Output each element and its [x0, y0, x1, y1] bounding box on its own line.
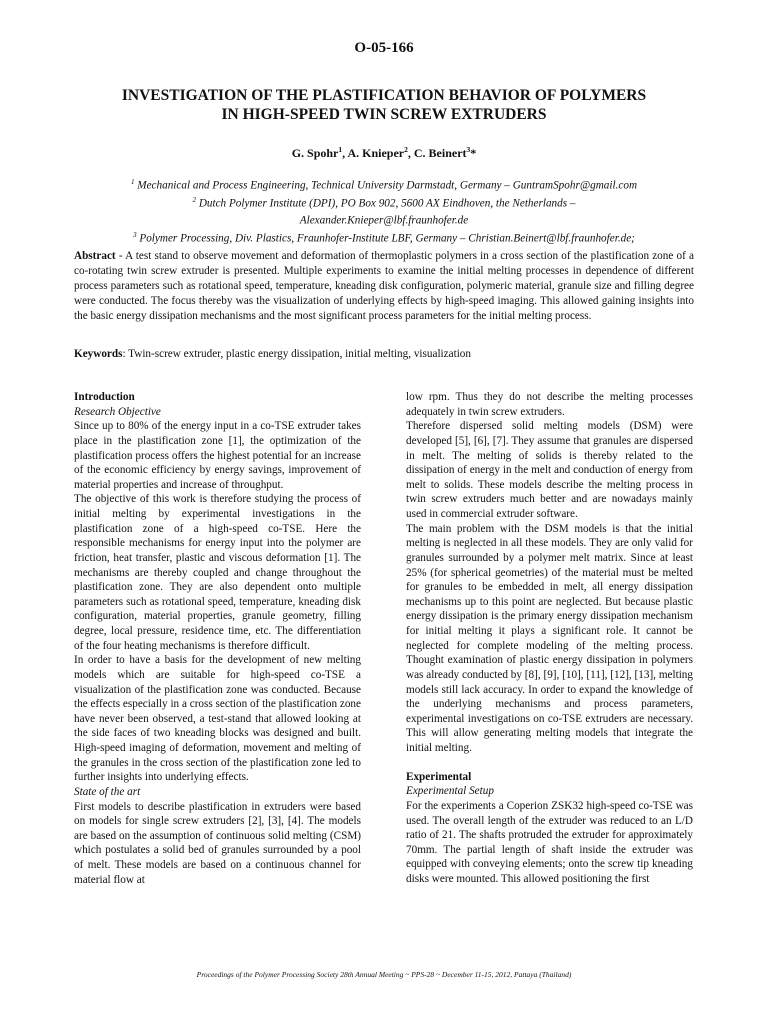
subheading-research-objective: Research Objective	[74, 405, 161, 418]
corresponding-author-mark: *	[470, 146, 477, 160]
right-column	[406, 390, 693, 887]
abstract-label: Abstract	[74, 250, 116, 262]
section-heading-introduction: Introduction	[74, 391, 135, 403]
author-affil-sup: 3	[466, 145, 471, 154]
affiliation-text: Dutch Polymer Institute (DPI), PO Box 902, 5600 AX Eindhoven, the Netherlands –	[196, 197, 576, 210]
author-affil-sup: 1	[338, 145, 343, 154]
title-line-1: INVESTIGATION OF THE PLASTIFICATION BEHAVIOR OF POLYMERS	[121, 87, 647, 104]
author-affil-sup: 2	[404, 145, 408, 154]
paragraph: The objective of this work is therefore studying the process of initial melting by experimental investigations in the plastification zone of a high-speed co-TSE. Here the responsible mechanisms for energy input into the polymer are friction, heat transfer, plastic and viscous deformation [1]. The mechanisms are thereby coupled and change throughout the plastification zone. They are also dependent onto multiple parameters such as rotational speed, temperature, kneading disk configuration, material properties, granule geometry, filling degree, local pressure, residence time, etc. The differentiation of the four heating mechanisms is therefore difficult.	[74, 493, 361, 652]
affiliation-line	[60, 210, 708, 228]
paragraph: For the experiments a Coperion ZSK32 high-speed co-TSE was used. The overall length of the extruder was reduced to an L/D ratio of 21. The shafts protruded the extruder for approximately 70mm. The partial length of shaft inside the extruder was equipped with conveying elements; onto the screw tip kneading disks were mounted. This allowed positioning the first	[406, 799, 693, 885]
affiliation-sup: 1	[130, 178, 135, 186]
author-name: G. Spohr	[291, 146, 339, 160]
abstract	[74, 249, 694, 324]
affiliation-text: Alexander.Knieper@lbf.fraunhofer.de	[299, 215, 469, 228]
affiliation-sup: 3	[133, 231, 137, 240]
author-name: C. Beinert	[413, 146, 467, 160]
affiliation-line	[60, 193, 708, 211]
author-separator: ,	[342, 146, 348, 160]
affiliation-text: Polymer Processing, Div. Plastics, Fraunhofer-Institute LBF, Germany – Christian.Beinert@lbf.fraunhofer.de;	[136, 232, 635, 245]
affiliations	[60, 175, 708, 246]
left-column	[74, 390, 361, 887]
author-name: A. Knieper	[347, 146, 405, 160]
section-gap	[406, 756, 693, 770]
paper-id: O-05-166	[354, 40, 414, 56]
subheading-experimental-setup: Experimental Setup	[406, 785, 494, 798]
paper-title	[60, 86, 708, 124]
author-list	[0, 145, 768, 161]
paragraph: Therefore dispersed solid melting models (DSM) were developed [5], [6], [7]. They assume that granules are dispersed in melt. The melting of solids is thereby related to the dissipation of energy in the melt and conduction of energy from melt to solids. These models describe the melting process in twin screw extruders much better and are nowadays mainly used in commercial extruder software.	[406, 420, 693, 520]
keywords-text: : Twin-screw extruder, plastic energy dissipation, initial melting, visualization	[122, 348, 471, 360]
subheading-state-of-the-art: State of the art	[74, 785, 141, 798]
paragraph: First models to describe plastification in extruders were based on models for single screw extruders [2], [3], [4]. The models are based on the assumption of continuous solid melting (CSM) which postulates a solid bed of granules surrounded by a pool of melt. These models are based on a continuous channel for material flow at	[74, 800, 361, 886]
paragraph: The main problem with the DSM models is that the initial melting is neglected in all these models. They are only valid for granules surrounded by a polymer melt matrix. Since at least 25% (for spherical geometries) of the material must be melted for granules to be embedded in melt, all energy dissipation mechanisms up to this point are neglected. But because plastic energy dissipation is the primary energy dissipation mechanism for initial melting it plays a significant role. It cannot be neglected for complete modeling of the melting process. Thought examination of plastic energy dissipation in polymers was already conducted by [8], [9], [10], [11], [12], [13], melting models still lack accuracy. In order to expand the knowledge of the underlying mechanisms and process parameters, experimental investigations on co-TSE extruders are necessary. This will allow generating melting models that integrate the initial melting.	[406, 522, 693, 754]
keywords-label: Keywords	[74, 348, 123, 360]
affiliation-text: Mechanical and Process Engineering, Technical University Darmstadt, Germany – GuntramSpohr@gmail.com	[134, 179, 638, 192]
abstract-text: - A test stand to observe movement and deformation of thermoplastic polymers in a cross section of the plastification zone of a co-rotating twin screw extruder is presented. Multiple experiments to examine the initial melting processes in dependence of different process parameters such as rotational speed, temperature, kneading disk configuration, polymeric material, granule size and filling degree were conducted. The focus thereby was the visualization of underlying effects by high-speed imaging. This allowed gaining insights into the basic energy dissipation mechanisms and the most significant process parameters for the initial melting process.	[74, 250, 694, 322]
paragraph: Since up to 80% of the energy input in a co-TSE extruder takes place in the plastification zone [1], the optimization of the plastification process offers the highest potential for an increase of the economic efficiency by energy savings, improvement of material properties and increase of throughput.	[74, 420, 361, 491]
paragraph: In order to have a basis for the development of new melting models which are suitable for high-speed co-TSE a visualization of the plastification zone was conducted. Because the effects especially in a cross section of the plastification zone have never been observed, a test-stand that allowed looking at the side faces of two kneading blocks was designed and built. High-speed imaging of deformation, movement and melting of the granules in the cross section of the plastification zone led to further insights into underlying effects.	[74, 654, 361, 784]
affiliation-line	[60, 175, 708, 193]
affiliation-line	[60, 228, 708, 246]
section-heading-experimental: Experimental	[406, 770, 472, 783]
title-line-2: IN HIGH-SPEED TWIN SCREW EXTRUDERS	[221, 106, 547, 123]
affiliation-sup: 2	[192, 195, 197, 204]
paragraph: low rpm. Thus they do not describe the melting processes adequately in twin screw extruders.	[406, 391, 693, 418]
author-separator: ,	[407, 146, 414, 160]
proceedings-footer: Proceedings of the Polymer Processing Society 28th Annual Meeting ~ PPS-28 ~ December 11-15, 2012, Pattaya (Thailand)	[196, 970, 572, 979]
keywords	[74, 347, 694, 362]
